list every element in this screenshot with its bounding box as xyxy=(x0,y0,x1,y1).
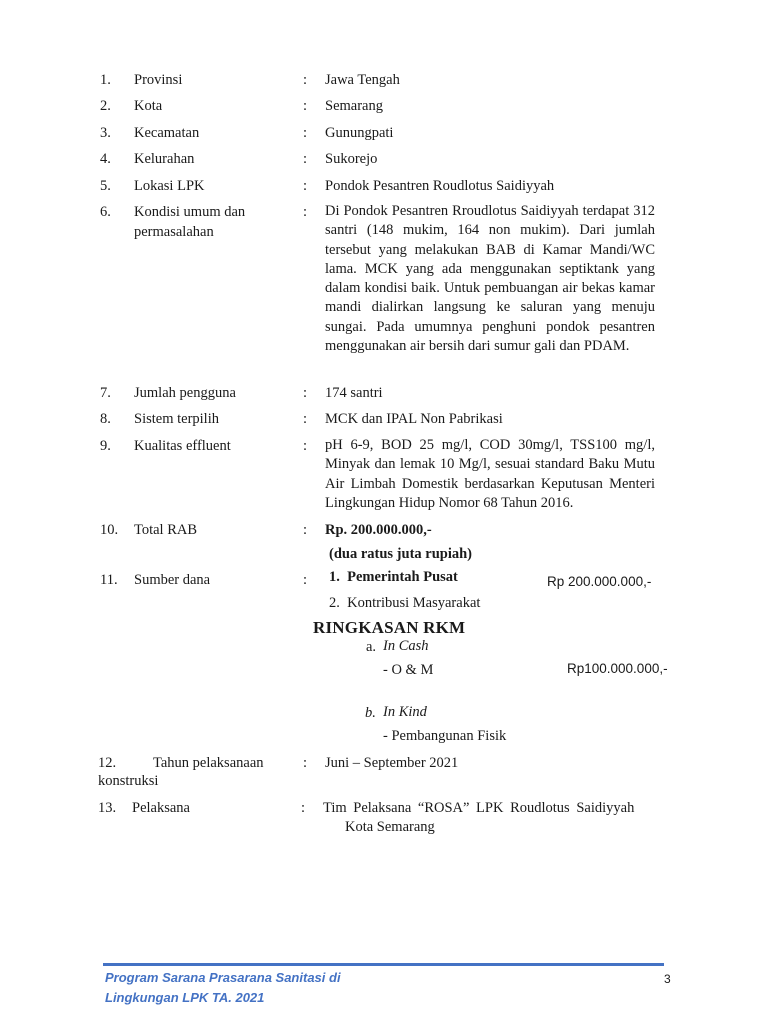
row-value: Gunungpati xyxy=(325,125,394,141)
row-value-line1: Tim Pelaksana “ROSA” LPK Roudlotus Saidiyyah xyxy=(323,800,635,816)
funding-source-pemerintah: 1. Pemerintah Pusat xyxy=(329,569,458,585)
row-value-paragraph: pH 6-9, BOD 25 mg/l, COD 30mg/l, TSS100 mg/l, Minyak dan lemak 10 Mg/l, sesuai standard Baku Mutu Air Limbah Domestik berdasarkan Keputusan Menteri Lingkungan Hidup Nomor 68 Tahun 2016. xyxy=(325,437,655,511)
row-number: 12. xyxy=(98,755,117,771)
row-label: Sumber dana xyxy=(134,572,211,588)
row-label: Kelurahan xyxy=(134,151,195,167)
row-number: 1. xyxy=(100,72,111,88)
row-number: 13. xyxy=(98,800,117,816)
row-value: Sukorejo xyxy=(325,151,378,167)
rkm-om-item: - O & M xyxy=(383,662,434,678)
rkm-a-marker: a. xyxy=(366,639,377,655)
rkm-om-amount: Rp100.000.000,- xyxy=(567,661,668,676)
row-label: Kecamatan xyxy=(134,125,200,141)
row-colon: : xyxy=(303,98,308,114)
row-label: Kota xyxy=(134,98,163,114)
row-colon: : xyxy=(303,411,308,427)
row-colon: : xyxy=(301,800,306,816)
row-label: Kualitas effluent xyxy=(134,438,231,454)
rkm-in-kind-label: In Kind xyxy=(383,704,427,720)
row-number: 2. xyxy=(100,98,111,114)
footer-line2: Lingkungan LPK TA. 2021 xyxy=(105,990,265,1005)
row-value-paragraph: Di Pondok Pesantren Rroudlotus Saidiyyah terdapat 312 santri (148 mukim, 164 non mukim). Dari jumlah tersebut yang melakukan BAB di Kamar Mandi/WC lama. MCK yang ada menggunakan septiktank yang dalam kondisi baik. Untuk pembuangan air bekas kamar mandi dialirkan langsung ke saluran yang menuju sungai. Pada umumnya penghuni pondok pesantren menggunakan air bersih dari sumur gali dan PDAM. xyxy=(325,203,655,355)
row-colon: : xyxy=(303,178,308,194)
row-value: Jawa Tengah xyxy=(325,72,400,88)
row-value: Semarang xyxy=(325,98,383,114)
row-value: 174 santri xyxy=(325,385,383,401)
row-colon: : xyxy=(303,385,308,401)
row-label: Jumlah pengguna xyxy=(134,385,236,401)
row-label: Lokasi LPK xyxy=(134,178,205,194)
row-number: 11. xyxy=(100,572,118,588)
row-label-line2: permasalahan xyxy=(134,224,214,240)
page-number: 3 xyxy=(664,972,671,986)
row-label: Provinsi xyxy=(134,72,183,88)
row-number: 7. xyxy=(100,385,111,401)
funding-amount-pemerintah: Rp 200.000.000,- xyxy=(547,574,652,589)
footer-divider xyxy=(103,963,664,966)
row-label: Sistem terpilih xyxy=(134,411,219,427)
rkm-b-marker: b. xyxy=(365,705,376,721)
row-value-line2: Kota Semarang xyxy=(345,819,435,835)
row-colon: : xyxy=(303,572,308,588)
row-number: 6. xyxy=(100,204,111,220)
total-rab-words: (dua ratus juta rupiah) xyxy=(329,546,473,562)
rkm-pembangunan-item: - Pembangunan Fisik xyxy=(383,728,507,744)
row-label-line1: Tahun pelaksanaan xyxy=(153,755,264,771)
rkm-in-cash-label: In Cash xyxy=(383,638,429,654)
row-value: Juni – September 2021 xyxy=(325,755,459,771)
row-number: 10. xyxy=(100,522,119,538)
row-label: Total RAB xyxy=(134,522,198,538)
funding-source-masyarakat: 2. Kontribusi Masyarakat xyxy=(329,595,481,611)
row-colon: : xyxy=(303,522,308,538)
row-label-line1: Kondisi umum dan xyxy=(134,204,246,220)
row-number: 8. xyxy=(100,411,111,427)
total-rab-amount: Rp. 200.000.000,- xyxy=(325,522,432,538)
footer-program-title xyxy=(105,968,341,1008)
row-colon: : xyxy=(303,125,308,141)
row-colon: : xyxy=(303,755,308,771)
row-number: 9. xyxy=(100,438,111,454)
row-colon: : xyxy=(303,204,308,220)
section-title: RINGKASAN RKM xyxy=(313,618,466,637)
row-value: MCK dan IPAL Non Pabrikasi xyxy=(325,411,503,427)
row-label-line2: konstruksi xyxy=(98,773,159,789)
footer-line1: Program Sarana Prasarana Sanitasi di xyxy=(105,970,341,985)
row-colon: : xyxy=(303,438,308,454)
row-number: 4. xyxy=(100,151,111,167)
row-value: Pondok Pesantren Roudlotus Saidiyyah xyxy=(325,178,555,194)
row-number: 3. xyxy=(100,125,111,141)
row-number: 5. xyxy=(100,178,111,194)
row-colon: : xyxy=(303,151,308,167)
row-label: Pelaksana xyxy=(132,800,190,816)
row-colon: : xyxy=(303,72,308,88)
